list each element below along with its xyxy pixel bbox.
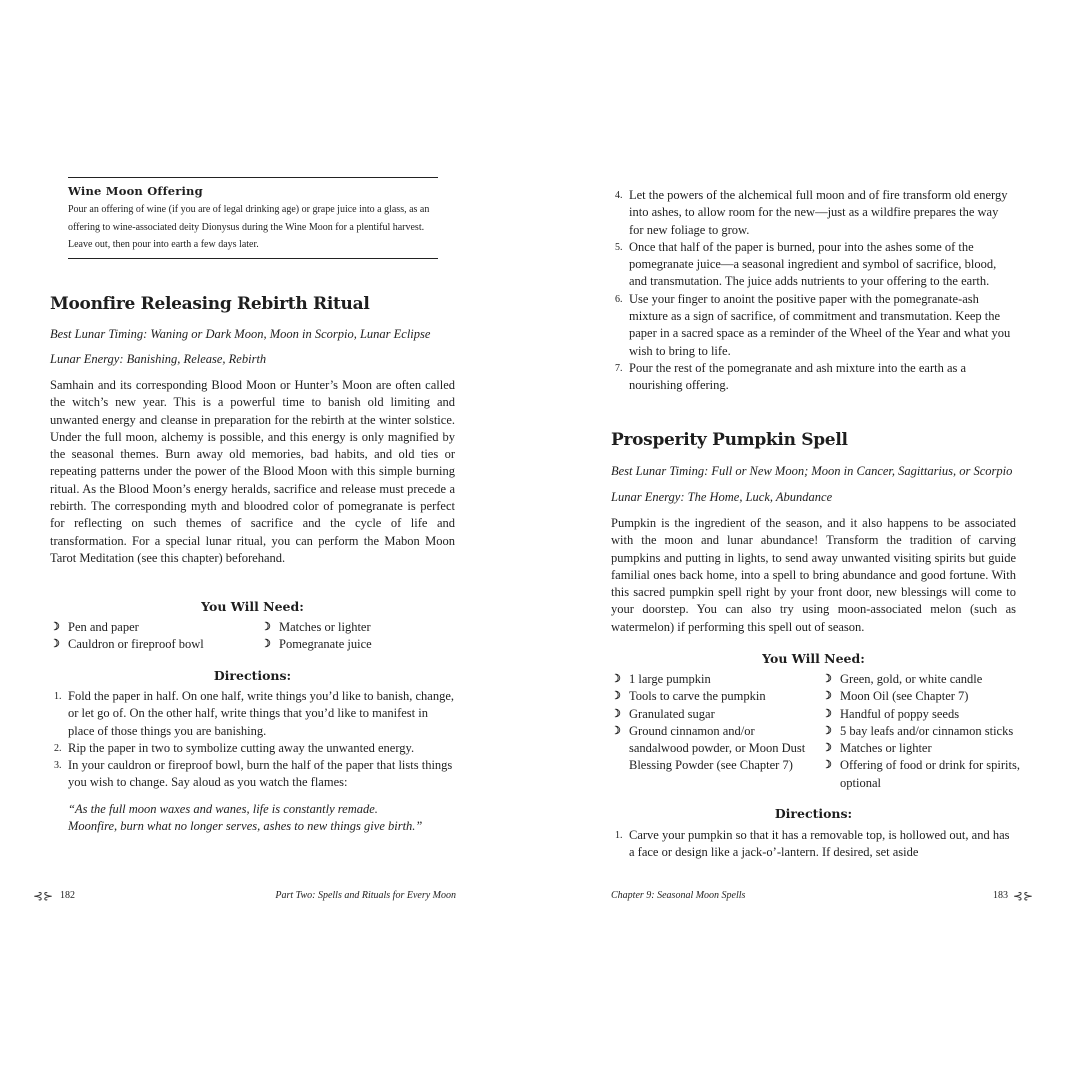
spell-directions — [611, 827, 1013, 862]
direction-item: 1. Fold the paper in half. On one half, write things you’d like to banish, change, or let go of. On the other half, write things that you’d like to manifest in place of those things you are banishing. — [54, 689, 455, 738]
spell-directions-heading: Directions: — [774, 806, 853, 821]
sidebar-body: Pour an offering of wine (if you are of legal drinking age) or grape juice into a glass, as an offering to wine-associated deity Dionysus during the Wine Moon for a plentiful harvest. Leave out, then pour into earth a few days later. — [68, 204, 430, 250]
page-number-right: 183 — [993, 890, 1008, 901]
need-item: ☽ Moon Oil (see Chapter 7) — [822, 688, 1022, 705]
ritual-timing: Best Lunar Timing: Waning or Dark Moon, Moon in Scorpio, Lunar Eclipse — [50, 327, 431, 341]
moon-bullet-icon: ☽ — [822, 690, 832, 703]
need-item: ☽ Tools to carve the pumpkin — [611, 688, 811, 705]
ritual-directions-heading: Directions: — [213, 668, 292, 683]
moon-bullet-icon: ☽ — [50, 638, 60, 651]
spell-intro: Pumpkin is the ingredient of the season, and it also happens to be associated with the moon and lunar abundance! Transform the tradition of carving pumpkins and putting in lights, to send away unwanted visiting spirits but guide familial ones back home, into a spell to bring abundance and good fortune. With this sacred pumpkin spell right by your front door, new blessings will come to your doorstep. You can also try using moon-associated melon (such as watermelon) if performing this spell out of season. — [611, 516, 1016, 634]
wine-moon-sidebar — [68, 177, 438, 259]
moon-bullet-icon: ☽ — [611, 673, 621, 685]
ritual-title: Moonfire Releasing Rebirth Ritual — [50, 294, 370, 314]
need-item: ☽ 5 bay leafs and/or cinnamon sticks — [822, 723, 1022, 740]
need-item: ☽ Matches or lighter — [822, 740, 1022, 757]
moon-bullet-icon: ☽ — [50, 621, 60, 633]
spell-needs-col2 — [822, 671, 1022, 792]
ritual-needs-col1 — [50, 619, 255, 654]
moon-bullet-icon: ☽ — [822, 742, 832, 755]
direction-item: 6. Use your finger to anoint the positive paper with the pomegranate-ash mixture as a sign of sacrifice, of commitment and transmutation. Keep the paper in a sacred space as a reminder of the Wheel of the Year and what you wish to bring to life. — [615, 291, 1011, 358]
ritual-directions — [50, 688, 455, 792]
need-item: ☽ Ground cinnamon and/or sandalwood powder, or Moon Dust Blessing Powder (see Chapter 7) — [611, 723, 806, 773]
direction-item: 7. Pour the rest of the pomegranate and ash mixture into the earth as a nourishing offering. — [615, 360, 967, 393]
moon-bullet-icon: ☽ — [822, 759, 832, 772]
moon-bullet-icon: ☽ — [261, 621, 271, 633]
moon-bullet-icon: ☽ — [261, 638, 271, 651]
ritual-incantation: “As the full moon waxes and wanes, life is constantly remade. Moonfire, burn what no longer serves, ashes to new things give birth.” — [68, 802, 423, 834]
need-item: ☽ Handful of poppy seeds — [822, 706, 1022, 723]
spell-timing: Best Lunar Timing: Full or New Moon; Moon in Cancer, Sagittarius, or Scorpio — [611, 464, 1013, 478]
spell-energy: Lunar Energy: The Home, Luck, Abundance — [611, 490, 833, 504]
need-item: ☽ Offering of food or drink for spirits, optional — [822, 758, 1020, 790]
need-item: ☽ Matches or lighter — [261, 619, 461, 636]
direction-item: 5. Once that half of the paper is burned, pour into the ashes some of the pomegranate juice—a seasonal ingredient and symbol of sacrifice, blood, and transmutation. The juice adds nutrients to your offering to the earth. — [615, 239, 997, 289]
need-item: ☽ Pomegranate juice — [261, 636, 461, 653]
moon-bullet-icon: ☽ — [611, 690, 621, 703]
page-number-left: 182 — [60, 890, 75, 901]
spell-need-heading: You Will Need: — [762, 651, 865, 666]
running-head-right: Chapter 9: Seasonal Moon Spells — [611, 890, 746, 901]
need-item: ☽ Granulated sugar — [611, 706, 811, 723]
need-item: ☽ Green, gold, or white candle — [822, 671, 1022, 688]
need-item: ☽ 1 large pumpkin — [611, 671, 811, 688]
spell-needs-col1 — [611, 671, 811, 775]
page-ornament-icon: ⊰⊱ — [1012, 889, 1033, 903]
ritual-energy: Lunar Energy: Banishing, Release, Rebirth — [50, 352, 267, 366]
direction-item: 4. Let the powers of the alchemical full moon and of fire transform old energy into ashes, to allow room for the new—just as a wildfire prepares the way for new foliage to grow. — [615, 188, 1008, 237]
moon-bullet-icon: ☽ — [822, 724, 832, 737]
direction-item: 2. Rip the paper in two to symbolize cutting away the unwanted energy. — [54, 740, 415, 755]
direction-item: 1. Carve your pumpkin so that it has a removable top, is hollowed out, and has a face or design like a jack-o’-lantern. If desired, set aside — [615, 828, 1010, 860]
moon-bullet-icon: ☽ — [822, 707, 832, 720]
moon-bullet-icon: ☽ — [611, 724, 621, 737]
sidebar-title: Wine Moon Offering — [68, 184, 203, 198]
ritual-intro: Samhain and its corresponding Blood Moon or Hunter’s Moon are often called the witch’s new year. This is a powerful time to banish old limiting and unwanted energy and cleanse in preparation for the rebirth at the winter solstice. Under the full moon, alchemy is possible, and this energy is only magnified by the seasonal themes. Burn away old memories, bad habits, and old ties or repeating patterns under the power of the Blood Moon with this simple burning ritual. As the Blood Moon’s energy heralds, sacrifice and release must precede a rebirth. The corresponding myth and bloodred color of pomegranate is perfect for reflecting on such themes of sacrifice and the cycle of life and transformation. For a special lunar ritual, you can perform the Mabon Moon Tarot Meditation (see this chapter) beforehand. — [50, 378, 455, 565]
direction-item: 3. In your cauldron or fireproof bowl, burn the half of the paper that lists things you wish to change. Say aloud as you watch the flames: — [54, 758, 453, 790]
spell-title: Prosperity Pumpkin Spell — [611, 430, 848, 450]
page-ornament-icon: ⊰⊱ — [33, 889, 54, 903]
continued-directions — [611, 187, 1013, 395]
running-head-left: Part Two: Spells and Rituals for Every Moon — [275, 890, 456, 901]
need-item: ☽ Pen and paper — [50, 619, 255, 636]
right-page — [533, 0, 1066, 1066]
ritual-needs-col2 — [261, 619, 461, 654]
ritual-need-heading: You Will Need: — [201, 599, 304, 614]
moon-bullet-icon: ☽ — [822, 673, 832, 685]
moon-bullet-icon: ☽ — [611, 707, 621, 720]
need-item: ☽ Cauldron or fireproof bowl — [50, 636, 255, 653]
